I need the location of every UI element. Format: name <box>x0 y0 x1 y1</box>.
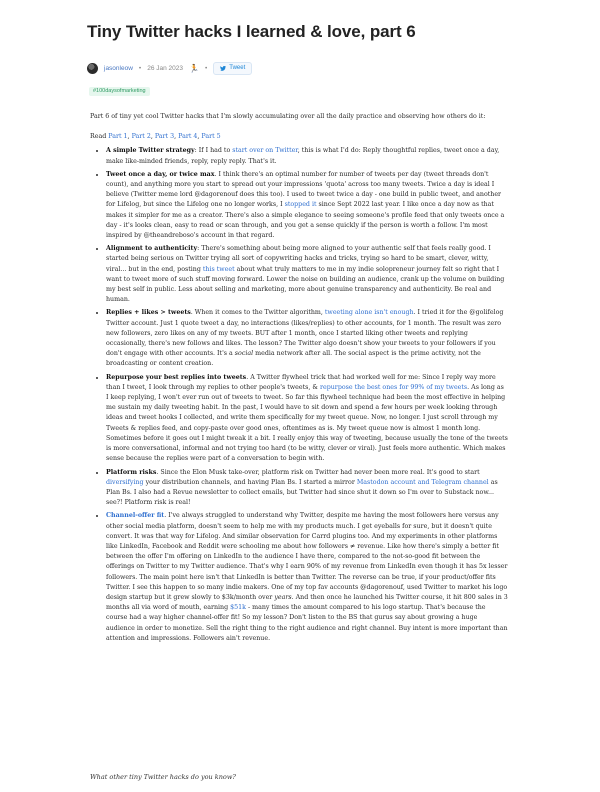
item-text: . As long as I keep replying, I won't ever run out of tweets to tweet. So far this flywheel technique had been the most effective in helping me sustain my daily tweeting habit. In the past, I would have to sit down and spend a few hours per week looking through ideas and tweet hooks I collected, and write them specifically for my tweet queue. Now, no longer. I just scroll through my Tweets & replies feed, and copy-paste over good ones, oftentimes as is. My tweet queue now is almost 1 month long. Sometimes before it goes out I might tweak it a bit. I really enjoy this way of tweeting, because usually the tone of the tweets is more conversational, informal and not trying too hard (to be witty, clever or viral). Just feels more authentic. Which makes sense because the replies were part of a conversation to begin with. <box>106 383 508 463</box>
part-1-link[interactable]: Part 1 <box>108 133 128 141</box>
runner-emoji: 🏃 <box>189 63 199 73</box>
item-text: since Sept 2022 last year. I like once a day now as that makes it simpler for me as a creator. There's also a simple elegance to seeing someone's profile feed that only tweets once a day - it's looks clean, easy to read or scan through, and you get a sense quickly if the person is worth a follow. I'm most inspired by @theandreboso's account in that regard. <box>106 201 505 240</box>
channel-offer-fit-link[interactable] <box>106 512 164 519</box>
item-text: : If I had to <box>194 147 233 155</box>
post-meta <box>87 61 252 75</box>
part-5-link[interactable]: Part 5 <box>201 133 221 141</box>
item-text: . Since the Elon Musk take-over, platform risk on Twitter had never been more real. It's good to start <box>156 468 480 476</box>
list-item <box>106 468 508 509</box>
mastodon-telegram-link[interactable]: Mastodon account and Telegram channel <box>356 478 489 486</box>
item-text: as Plan Bs. I also had a Revue newsletter to collect emails, but Twitter had since shut it down so I'm over to Substack now... see?! Platform risk is real! <box>106 478 498 507</box>
list-item <box>106 170 508 241</box>
hacks-list <box>90 146 508 644</box>
item-text: media network after all. The social aspect is the prime activity, not the broadcasting or content creation. <box>106 350 481 368</box>
repurpose-link[interactable]: repurpose the best ones for 99% of my tweets <box>319 383 468 391</box>
item-heading: Channel-offer fit <box>106 512 165 520</box>
item-heading: A simple Twitter strategy <box>106 147 195 155</box>
list-item <box>106 308 508 369</box>
part-4-link[interactable]: Part 4 <box>178 133 198 141</box>
tweeting-alone-link[interactable]: tweeting alone isn't enough <box>324 309 414 317</box>
read-parts-line: Read Part 1, Part 2, Part 3, Part 4, Part 5 <box>90 133 221 141</box>
item-emphasis: years <box>274 593 292 601</box>
item-text: : There's something about being more aligned to your authentic self that feels really good. I started being serious on Twitter trying all sort of copywriting hacks and tricks, trying so hard to be smart, clever, witty, viral... but in the end, posting <box>106 245 491 273</box>
item-heading: Repurpose your best replies into tweets <box>106 373 247 381</box>
meta-dot: • <box>138 64 142 72</box>
diversifying-link[interactable]: diversifying <box>106 478 144 486</box>
tweet-button[interactable] <box>213 62 252 75</box>
closing-question: What other tiny Twitter hacks do you know? <box>90 772 236 781</box>
part-2-link[interactable]: Part 2 <box>131 133 151 141</box>
list-item <box>106 244 508 305</box>
item-emphasis: social <box>234 350 254 358</box>
page-title: Tiny Twitter hacks I learned & love, part 6 <box>87 22 416 41</box>
this-tweet-link[interactable]: this tweet <box>202 265 235 273</box>
item-text: . I think there's an optimal number for number of tweets per day (tweet threads don't count), and anything more you start to spread out your impressions 'quota' across too many tweets. Twice a day is ideal I believe (Twitter meme lord @dagorenouf does this too). I used to tweet twice a day - one build in public tweet, and another for Lifelog, but since the Lifelog one no longer works, I <box>106 170 502 209</box>
item-text: . A Twitter flywheel trick that had worked well for me: Since I reply way more than I tweet, I look through my replies to other people's tweets, & <box>106 373 496 391</box>
start-over-link[interactable]: start over on Twitter <box>232 147 298 155</box>
meta-dot: • <box>204 64 208 72</box>
item-heading: Replies + likes > tweets <box>106 309 191 317</box>
list-item <box>106 373 508 465</box>
post-date: 26 Jan 2023 <box>147 64 183 72</box>
item-text: - many times the amount compared to his logo startup. That's because the course had a way higher channel-offer fit! So my lesson? Don't listen to the BS that gurus say about growing a huge audience in order to monetize. Sell the right thing to the right audience and right channel. Buy intent is more important than attention and impressions. Followers ain't revenue. <box>106 604 508 642</box>
item-text: your distribution channels, and having Plan Bs. I started a mirror <box>143 478 357 486</box>
list-item <box>106 511 508 644</box>
stopped-it-link[interactable]: stopped it <box>284 201 317 209</box>
item-text: . I tried it for the @golifelog Twitter account. Just 1 quote tweet a day, no interactions (likes/replies) to other accounts, for 1 month. The result was zero new followers, zero likes on any of my tweets. BUT after 1 month, once I started liking other tweets and replying occasionally, there's new follows and likes. The lesson? The Twitter algo doesn't show your tweets to your followers if you don't engage with other accounts. It's a <box>106 309 504 358</box>
avatar[interactable] <box>87 63 98 74</box>
item-heading: Platform risks <box>106 468 157 476</box>
item-text: . When it comes to the Twitter algorithm, <box>190 309 325 317</box>
intro-paragraph: Part 6 of tiny yet cool Twitter hacks that I'm slowly accumulating over all the daily practice and observing how others do it: <box>90 113 486 120</box>
read-label: Read <box>90 133 107 141</box>
item-heading: Tweet once a day, or twice max <box>106 170 215 178</box>
revenue-link[interactable]: $51k <box>230 604 246 612</box>
list-item <box>106 146 508 166</box>
tweet-button-label: Tweet <box>229 65 246 71</box>
item-text: . And then once he launched his Twitter course, it hit 800 sales in 3 months all via word of mouth, earning <box>106 593 508 612</box>
twitter-bird-icon <box>220 66 226 71</box>
item-text: , this is what I'd do: Reply thoughtful replies, tweet once a day, make like-minded friends, reply, reply reply. That's it. <box>106 147 500 165</box>
topic-tag[interactable]: #100daysofmarketing <box>89 87 150 96</box>
item-text: . I've always struggled to understand why Twitter, despite me having the most followers here versus any other social media platform, doesn't seem to help me with my products much. I get eyeballs for sure, but it doesn't quite convert. It was that way for Lifelog. And similar observation for Carrd plugins too. And my experiments in other platforms like LinkedIn, Facebook and Reddit were schooling me about how followers ≠ revenue. Like how there's simply a better fit between the offer I'm offering on LinkedIn to the audience I have there, compared to the not-so-good fit between the offerings on Twitter to my Twitter audience. That's why I earn 90% of my revenue from LinkedIn even though it has 5x lesser followers. The main point here isn't that LinkedIn is better than Twitter. The reverse can be true, if your product/offer fits Twitter. I see this happen to so many indie makers. One of my top fav accounts @dagorenouf, used Twitter to market his logo design startup but it grew slowly to $3k/month over <box>106 512 508 601</box>
article-body <box>90 112 508 647</box>
item-text: about what truly matters to me in my indie solopreneur journey felt so right that I want to tweet more of such stuff moving forward. Lower the noise on building an audience, crank up the volume on building my best self in public. Less about selling and marketing, more about genuine transparency and authenticity. Be real and human. <box>106 265 505 304</box>
author-link[interactable]: jasonleow <box>104 64 133 72</box>
item-heading: Alignment to authenticity <box>106 245 198 253</box>
part-3-link[interactable]: Part 3 <box>154 133 175 141</box>
